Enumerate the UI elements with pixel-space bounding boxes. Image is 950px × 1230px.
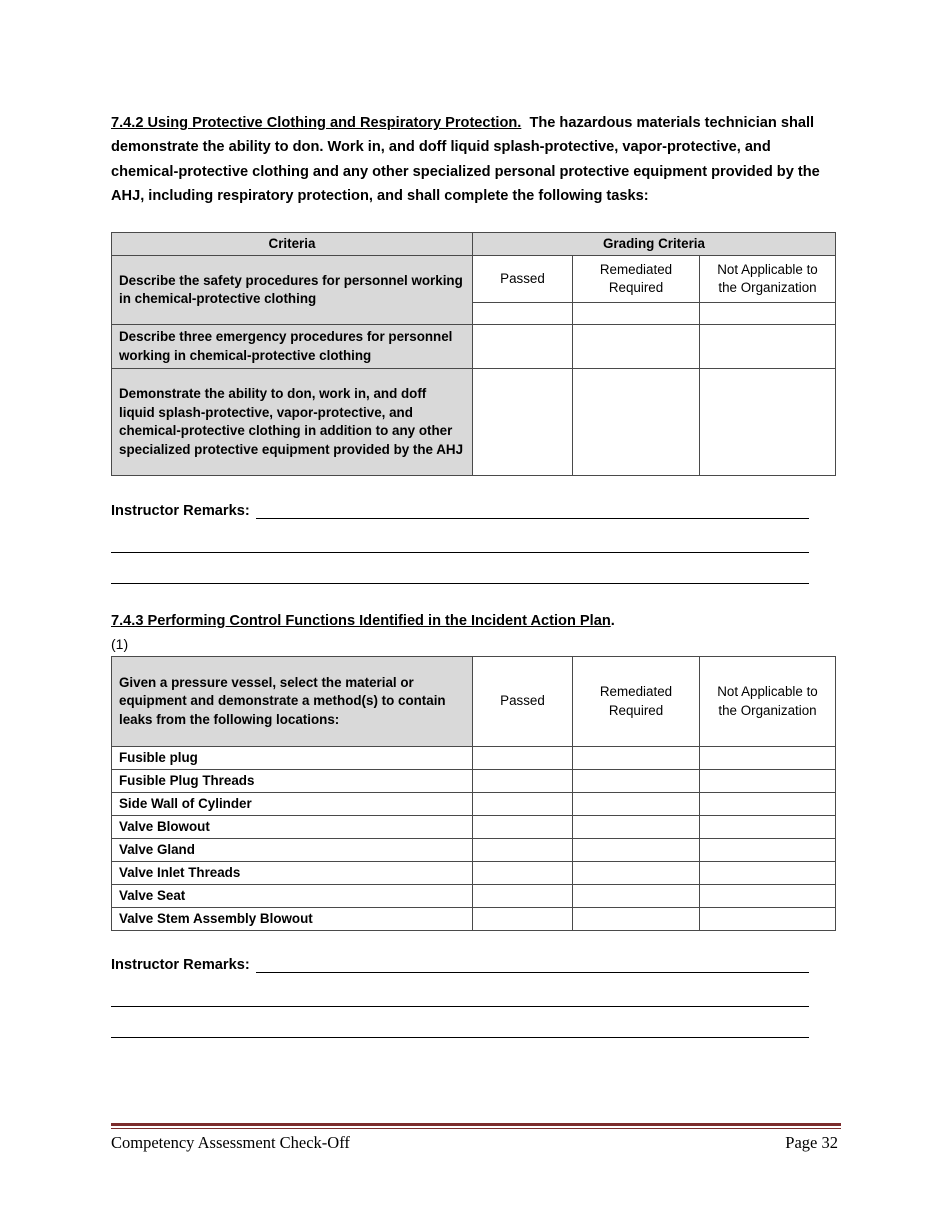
grade-cell-remediated[interactable] [573, 839, 700, 862]
grade-cell-remediated[interactable] [573, 816, 700, 839]
criteria-table-742 [111, 232, 836, 476]
grade-cell-remediated[interactable] [573, 885, 700, 908]
remarks-line[interactable] [256, 518, 809, 519]
location-row: Valve Gland [112, 839, 473, 862]
grade-cell-passed[interactable] [473, 325, 573, 369]
location-row: Fusible Plug Threads [112, 770, 473, 793]
remarks-line[interactable] [111, 1037, 809, 1038]
remarks-line[interactable] [111, 583, 809, 584]
grade-cell-remediated[interactable] [573, 862, 700, 885]
criteria-header: Criteria [112, 233, 473, 256]
grade-cell-passed[interactable] [473, 885, 573, 908]
footer-divider [111, 1128, 841, 1129]
grade-cell-not-applicable[interactable] [700, 885, 836, 908]
section-743-heading [111, 611, 615, 631]
criteria-row-3: Demonstrate the ability to don, work in, and doff liquid splash-protective, vapor-protective, and chemical-protective clothing in addition to any other specialized protective equipment provided by the AHJ [112, 369, 473, 476]
grade-cell-remediated[interactable] [573, 325, 700, 369]
option-not-applicable: Not Applicable to the Organization [700, 657, 836, 747]
grade-cell-not-applicable[interactable] [700, 862, 836, 885]
location-row: Fusible plug [112, 747, 473, 770]
option-passed: Passed [473, 256, 573, 303]
remarks-line[interactable] [111, 552, 809, 553]
footer-title: Competency Assessment Check-Off [111, 1133, 350, 1152]
leak-prompt: Given a pressure vessel, select the material or equipment and demonstrate a method(s) to contain leaks from the following locations: [112, 657, 473, 747]
leak-control-table-743 [111, 656, 836, 931]
location-row: Valve Inlet Threads [112, 862, 473, 885]
grade-cell-remediated[interactable] [573, 770, 700, 793]
grade-cell-not-applicable[interactable] [700, 747, 836, 770]
criteria-row-2: Describe three emergency procedures for personnel working in chemical-protective clothing [112, 325, 473, 369]
grade-cell-passed[interactable] [473, 770, 573, 793]
section-742-body: The hazardous materials technician shall demonstrate the ability to don. Work in, and doff liquid splash-protective, vapor-protective, and chemical-protective clothing and any other specialized personal protective equipment provided by the AHJ, including respiratory protection, and shall complete the following tasks: [111, 115, 820, 204]
grade-cell-not-applicable[interactable] [700, 325, 836, 369]
grade-cell-passed[interactable] [473, 839, 573, 862]
remarks-line[interactable] [111, 1006, 809, 1007]
option-remediated: Remediated Required [573, 657, 700, 747]
location-row: Side Wall of Cylinder [112, 793, 473, 816]
section-743-title: 7.4.3 Performing Control Functions Identified in the Incident Action Plan [111, 613, 611, 629]
item-number: (1) [111, 636, 129, 652]
grade-cell-passed[interactable] [473, 747, 573, 770]
grade-cell-not-applicable[interactable] [700, 303, 836, 325]
grade-cell-remediated[interactable] [573, 747, 700, 770]
location-row: Valve Blowout [112, 816, 473, 839]
grade-cell-not-applicable[interactable] [700, 770, 836, 793]
instructor-remarks-label: Instructor Remarks: [111, 503, 250, 519]
grade-cell-not-applicable[interactable] [700, 908, 836, 931]
location-row: Valve Stem Assembly Blowout [112, 908, 473, 931]
grade-cell-remediated[interactable] [573, 369, 700, 476]
grading-criteria-header: Grading Criteria [473, 233, 836, 256]
grade-cell-remediated[interactable] [573, 908, 700, 931]
section-742-title: 7.4.2 Using Protective Clothing and Respiratory Protection. [111, 115, 522, 131]
option-not-applicable: Not Applicable to the Organization [700, 256, 836, 303]
criteria-row-1: Describe the safety procedures for personnel working in chemical-protective clothing [112, 256, 473, 325]
footer-divider [111, 1123, 841, 1126]
grade-cell-passed[interactable] [473, 908, 573, 931]
page-number: Page 32 [785, 1133, 838, 1152]
grade-cell-passed[interactable] [473, 862, 573, 885]
grade-cell-passed[interactable] [473, 793, 573, 816]
grade-cell-not-applicable[interactable] [700, 839, 836, 862]
grade-cell-passed[interactable] [473, 369, 573, 476]
section-743-period: . [610, 613, 615, 629]
grade-cell-not-applicable[interactable] [700, 369, 836, 476]
grade-cell-passed[interactable] [473, 816, 573, 839]
option-passed: Passed [473, 657, 573, 747]
option-remediated: Remediated Required [573, 256, 700, 303]
location-row: Valve Seat [112, 885, 473, 908]
grade-cell-not-applicable[interactable] [700, 816, 836, 839]
remarks-line[interactable] [256, 972, 809, 973]
instructor-remarks-label: Instructor Remarks: [111, 957, 250, 973]
section-742-paragraph [111, 111, 839, 208]
grade-cell-remediated[interactable] [573, 793, 700, 816]
grade-cell-remediated[interactable] [573, 303, 700, 325]
grade-cell-passed[interactable] [473, 303, 573, 325]
grade-cell-not-applicable[interactable] [700, 793, 836, 816]
